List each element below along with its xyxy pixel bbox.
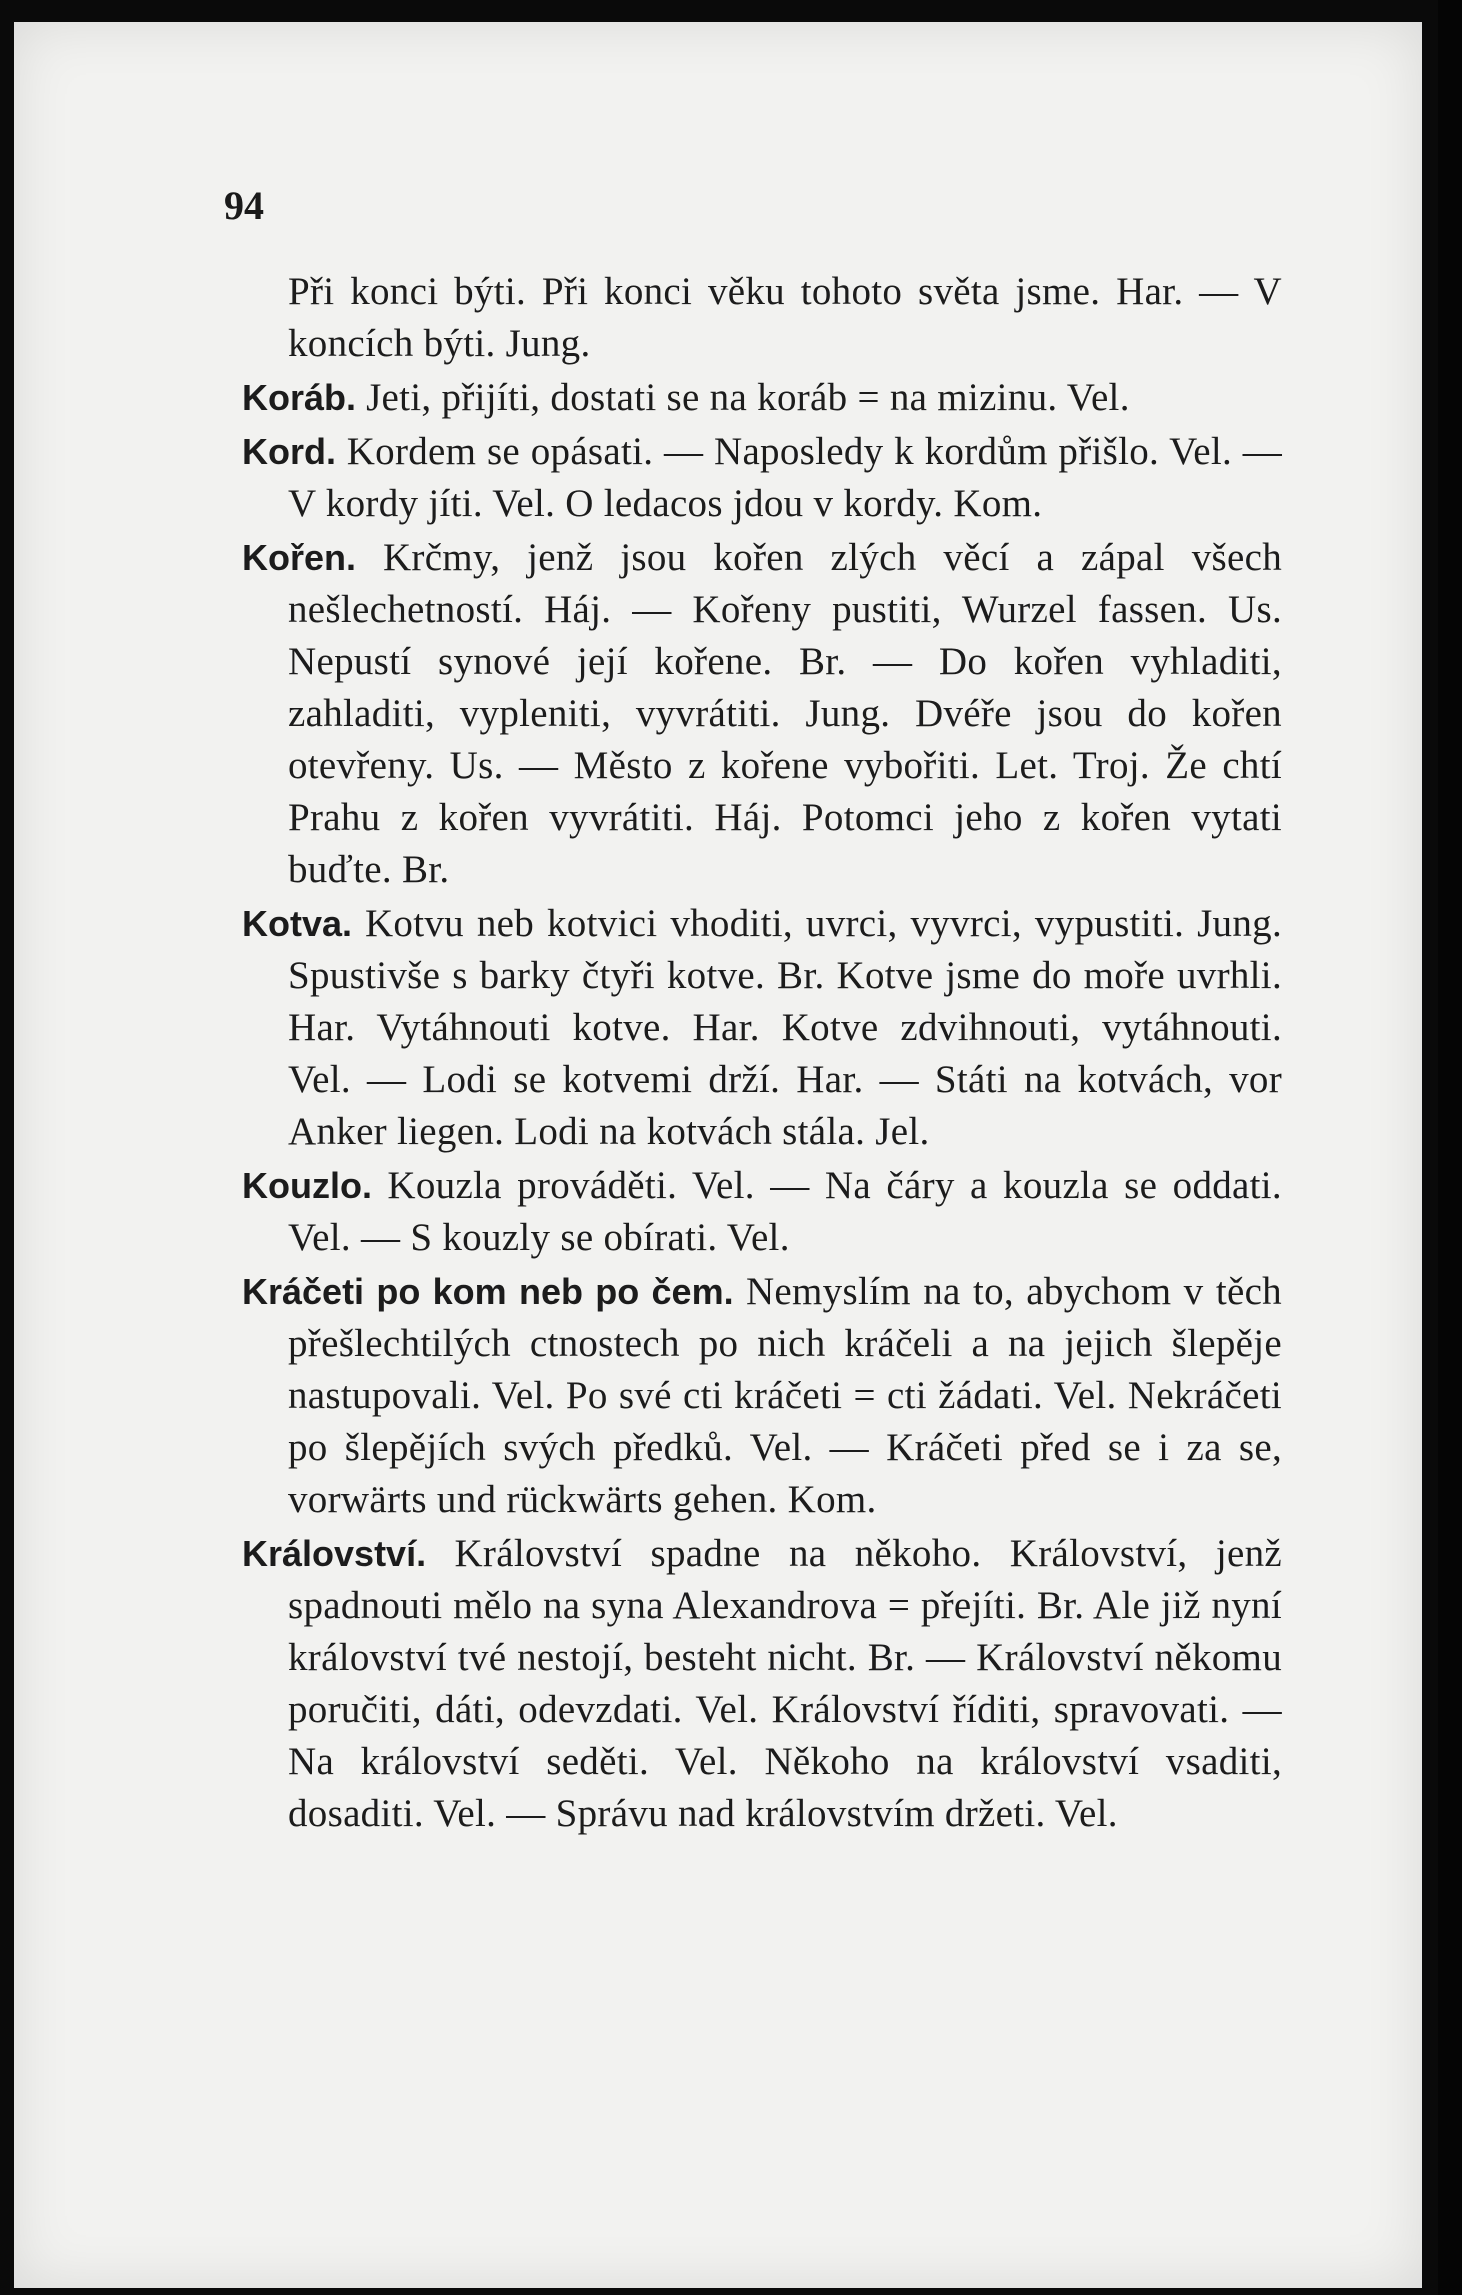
entry-text: Kordem se opásati. — Naposledy k kordům přišlo. Vel. — V kordy jíti. Vel. O ledacos jdou v kordy. Kom. [288,430,1282,525]
entry-headword: Kotva. [242,903,353,944]
dictionary-entry [242,1266,1282,1526]
dictionary-entry [242,532,1282,896]
dictionary-entry [242,426,1282,530]
entry-headword: Království. [242,1533,427,1574]
dictionary-text [242,266,1282,1842]
entry-text: Krčmy, jenž jsou kořen zlých věcí a zápal všech nešlechetností. Háj. — Kořeny pustiti, Wurzel fassen. Us. Nepustí synové její kořene. Br. — Do kořen vyhladiti, zahladiti, vypleniti, vyvrátiti. Jung. Dvéře jsou do kořen otevřeny. Us. — Město z kořene vybořiti. Let. Troj. Že chtí Prahu z kořen vyvrátiti. Háj. Potomci jeho z kořen vytati buďte. Br. [288,536,1282,891]
entry-headword: Kráčeti po kom neb po čem. [242,1271,734,1312]
book-page [14,22,1422,2288]
dictionary-entry [242,266,1282,370]
entry-text: Kouzla prováděti. Vel. — Na čáry a kouzla se oddati. Vel. — S kouzly se obírati. Vel. [288,1164,1282,1259]
entry-text: Jeti, přijíti, dostati se na koráb = na mizinu. Vel. [366,376,1130,419]
dictionary-entry [242,1160,1282,1264]
scan-edge [1438,0,1462,2295]
dictionary-entry [242,372,1282,424]
dictionary-entry [242,898,1282,1158]
entry-text: Při konci býti. Při konci věku tohoto světa jsme. Har. — V koncích býti. Jung. [288,270,1282,365]
page-number: 94 [224,183,264,228]
entry-text: Království spadne na někoho. Království, jenž spadnouti mělo na syna Alexandrova = přejíti. Br. Ale již nyní království tvé nestojí, besteht nicht. Br. — Království někomu poručiti, dáti, odevzdati. Vel. Království říditi, spravovati. — Na království seděti. Vel. Někoho na království vsaditi, dosaditi. Vel. — Správu nad královstvím držeti. Vel. [288,1532,1282,1835]
entry-headword: Kořen. [242,537,357,578]
entry-headword: Koráb. [242,377,357,418]
entry-headword: Kord. [242,431,336,472]
dictionary-entry [242,1528,1282,1840]
entry-headword: Kouzlo. [242,1165,372,1206]
entry-text: Nemyslím na to, abychom v těch přešlechtilých ctnostech po nich kráčeli a na jejich šlepěje nastupovali. Vel. Po své cti kráčeti = cti žádati. Vel. Nekráčeti po šlepějích svých předků. Vel. — Kráčeti před se i za se, vorwärts und rückwärts gehen. Kom. [288,1270,1282,1521]
entry-text: Kotvu neb kotvici vhoditi, uvrci, vyvrci, vypustiti. Jung. Spustivše s barky čtyři kotve. Br. Kotve jsme do moře uvrhli. Har. Vytáhnouti kotve. Har. Kotve zdvihnouti, vytáhnouti. Vel. — Lodi se kotvemi drží. Har. — Státi na kotvách, vor Anker liegen. Lodi na kotvách stála. Jel. [288,902,1282,1153]
